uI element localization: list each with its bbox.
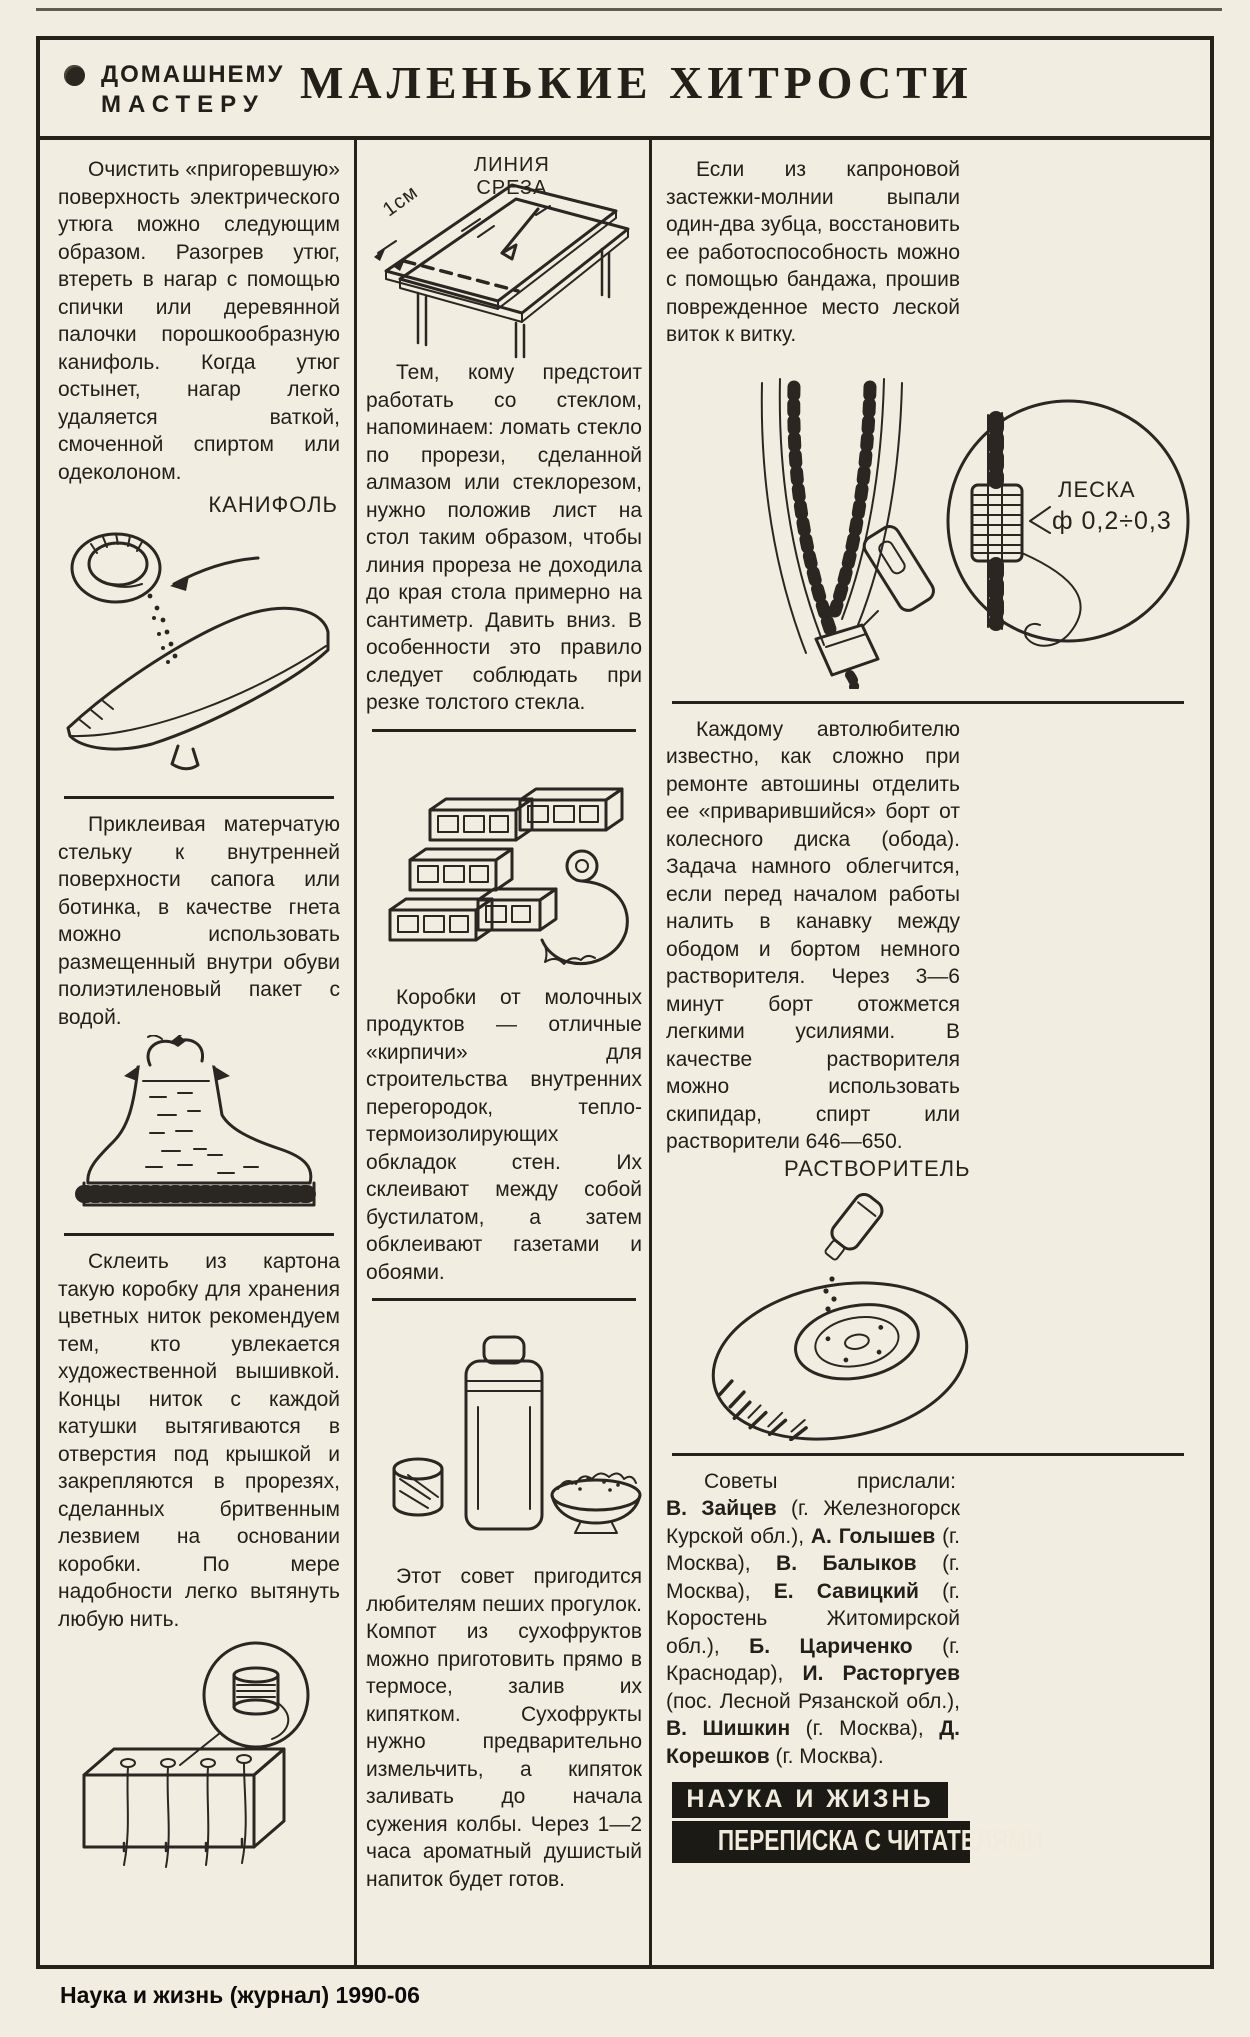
figure-label-diameter: ф 0,2÷0,3	[1052, 506, 1172, 535]
contributor-name: Е. Савицкий	[773, 1579, 919, 1603]
contributor-name: И. Расторгуев	[802, 1662, 960, 1685]
section-divider	[672, 1453, 1184, 1456]
masthead	[64, 60, 284, 120]
magazine-page-frame	[36, 36, 1214, 1969]
figure-iron-rosin	[58, 486, 340, 784]
section-divider	[372, 1298, 636, 1301]
section-divider	[672, 701, 1184, 704]
section-divider	[372, 729, 636, 732]
tip-thermos-compote: Этот совет пригодится любителям пеших прогулок. Компот из сухофруктов можно приготовить прямо в термосе, залив их кипятком. Сухофрукты нужно предварительно измельчить, а кипяток заливать до начала сужения колбы. Через 1—2 часа ароматный душистый напиток будет готов.	[366, 1565, 642, 1891]
figure-thermos-compote	[366, 1313, 642, 1563]
contributor-name: В. Шишкин	[666, 1717, 791, 1740]
contributor-location: (г. Москва),	[790, 1717, 940, 1740]
section-divider	[64, 796, 334, 799]
tip-thread-box: Склеить из картона такую коробку для хранения цветных ниток рекомендуем тем, кто увлекается художественной вышивкой. Концы ниток с каждой катушки вытягиваются в отверстия под крышкой и закрепляются в прорезях, сделанных бритвенным лезвием на основании коробки. По мере надобности легко вытянуть любую нить.	[58, 1250, 340, 1631]
thread-box-drawing	[58, 1637, 342, 1871]
tip-tire-bead: Каждому автолюбителю известно, как сложно при ремонте автошины отделить ее «приварившийся» борт от колесного диска (обода). Задача намного облегчится, если перед началом работы налить в канавку между ободом и бортом немного растворителя. Через 3—6 минут борт отожмется легкими усилиями. В качестве растворителя можно использовать скипидар, спирт или растворители 646—650.	[666, 717, 960, 1153]
perepiska-badge	[672, 1821, 1044, 1863]
column-right	[652, 136, 1210, 1965]
tip-milk-cartons: Коробки от молочных продуктов — отличные «кирпичи» для строительства внутренних перегородок, тепло-термоизолирующих обкладок стен. Их склеивают между собой бустилатом, а затем обклеивают газетами и обоями.	[366, 985, 642, 1284]
figure-label-cut-line1: ЛИНИЯ	[474, 154, 550, 176]
figure-tire-solvent	[680, 1156, 1010, 1441]
page-header	[40, 40, 1210, 140]
nauka-i-zhizn-badge: НАУКА И ЖИЗНЬ	[672, 1782, 948, 1818]
figure-label-1cm: 1см	[378, 181, 423, 222]
contributor-location: (пос. Лесной Рязанской обл.),	[666, 1689, 960, 1713]
columns	[40, 136, 1210, 1965]
page-title: МАЛЕНЬКИЕ ХИТРОСТИ	[300, 57, 973, 108]
figure-zipper-repair	[666, 349, 1210, 689]
masthead-line1: ДОМАШНЕМУ	[101, 61, 285, 88]
tire-drawing	[680, 1189, 1010, 1441]
boot-drawing	[58, 1035, 342, 1221]
thermos-drawing	[366, 1317, 644, 1563]
glass-table-drawing	[366, 147, 644, 359]
column-left	[40, 136, 354, 1965]
masthead-text	[101, 60, 284, 120]
contributor-location: (г. Москва),	[666, 1524, 960, 1575]
page-edge-line	[36, 8, 1222, 11]
scan-caption: Наука и жизнь (журнал) 1990-06	[60, 1982, 420, 2008]
contributor-name: А. Голышев	[810, 1524, 936, 1548]
section-divider	[64, 1233, 334, 1236]
figure-glass-cutting	[366, 144, 642, 359]
figure-label-leska: ЛЕСКА	[1058, 476, 1136, 502]
perepiska-badge-text: ПЕРЕПИСКА С ЧИТАТЕЛЯМИ	[717, 1825, 1044, 1857]
figure-boot-waterbag	[58, 1031, 340, 1221]
tip-zipper-repair: Если из капроновой застежки-молнии выпали один-два зубца, восстановить ее работоспособность можно с помощью бандажа, прошив поврежденное место леской виток к витку.	[666, 158, 960, 346]
figure-milk-carton-bricks	[366, 744, 642, 984]
contributor-location: (г. Москва).	[769, 1744, 884, 1768]
figure-label-rosin: КАНИФОЛЬ	[208, 492, 338, 517]
contributor-location: (г. Краснодар),	[666, 1634, 960, 1685]
contributor-name: Б. Цариченко	[749, 1634, 913, 1658]
contributor-location: (г. Железногорск Курской обл.),	[666, 1497, 960, 1548]
footer-badges	[672, 1782, 1044, 1863]
contributor-name: В. Балыков	[776, 1552, 917, 1575]
contributor-name: Д. Корешков	[666, 1717, 960, 1768]
contributor-location: (г. Коростень Житомирской обл.),	[666, 1579, 960, 1658]
bullet-icon	[64, 65, 85, 86]
contributor-name: В. Зайцев	[666, 1497, 777, 1520]
figure-label-cut-line2: СРЕЗА	[476, 177, 548, 199]
masthead-line2: МАСТЕРУ	[101, 91, 265, 118]
contributor-location: (г. Москва),	[666, 1552, 960, 1603]
zipper-drawing	[666, 353, 1210, 689]
iron-drawing	[58, 522, 342, 784]
tip-insole-press: Приклеивая матерчатую стельку к внутренней поверхности сапога или ботинка, в качестве гнета можно использовать размещенный внутри обуви полиэтиленовый пакет с водой.	[58, 813, 340, 1029]
column-middle	[354, 136, 652, 1965]
tip-glass-cutting: Тем, кому предстоит работать со стеклом, напоминаем: ломать стекло по прорези, сделанной алмазом или стеклорезом, нужно положив лист на стол таким образом, чтобы линия прореза не доходила до края стола примерно на сантиметр. Давить вниз. В особенности это правило следует соблюдать при резке толстого стекла.	[366, 361, 642, 714]
tip-iron-cleaning: Очистить «пригоревшую» поверхность электрического утюга можно следующим образом. Разогрев утюг, втереть в нагар с помощью спички или деревянной палочки порошкообразную канифоль. Когда утюг остынет, нагар легко удаляется ваткой, смоченной спиртом или одеколоном.	[58, 158, 340, 484]
credits	[666, 1468, 960, 1771]
carton-bricks-drawing	[366, 748, 644, 984]
figure-label-solvent: РАСТВОРИТЕЛЬ	[784, 1155, 971, 1181]
credits-intro: Советы прислали:	[704, 1469, 956, 1493]
figure-thread-box	[58, 1633, 340, 1871]
